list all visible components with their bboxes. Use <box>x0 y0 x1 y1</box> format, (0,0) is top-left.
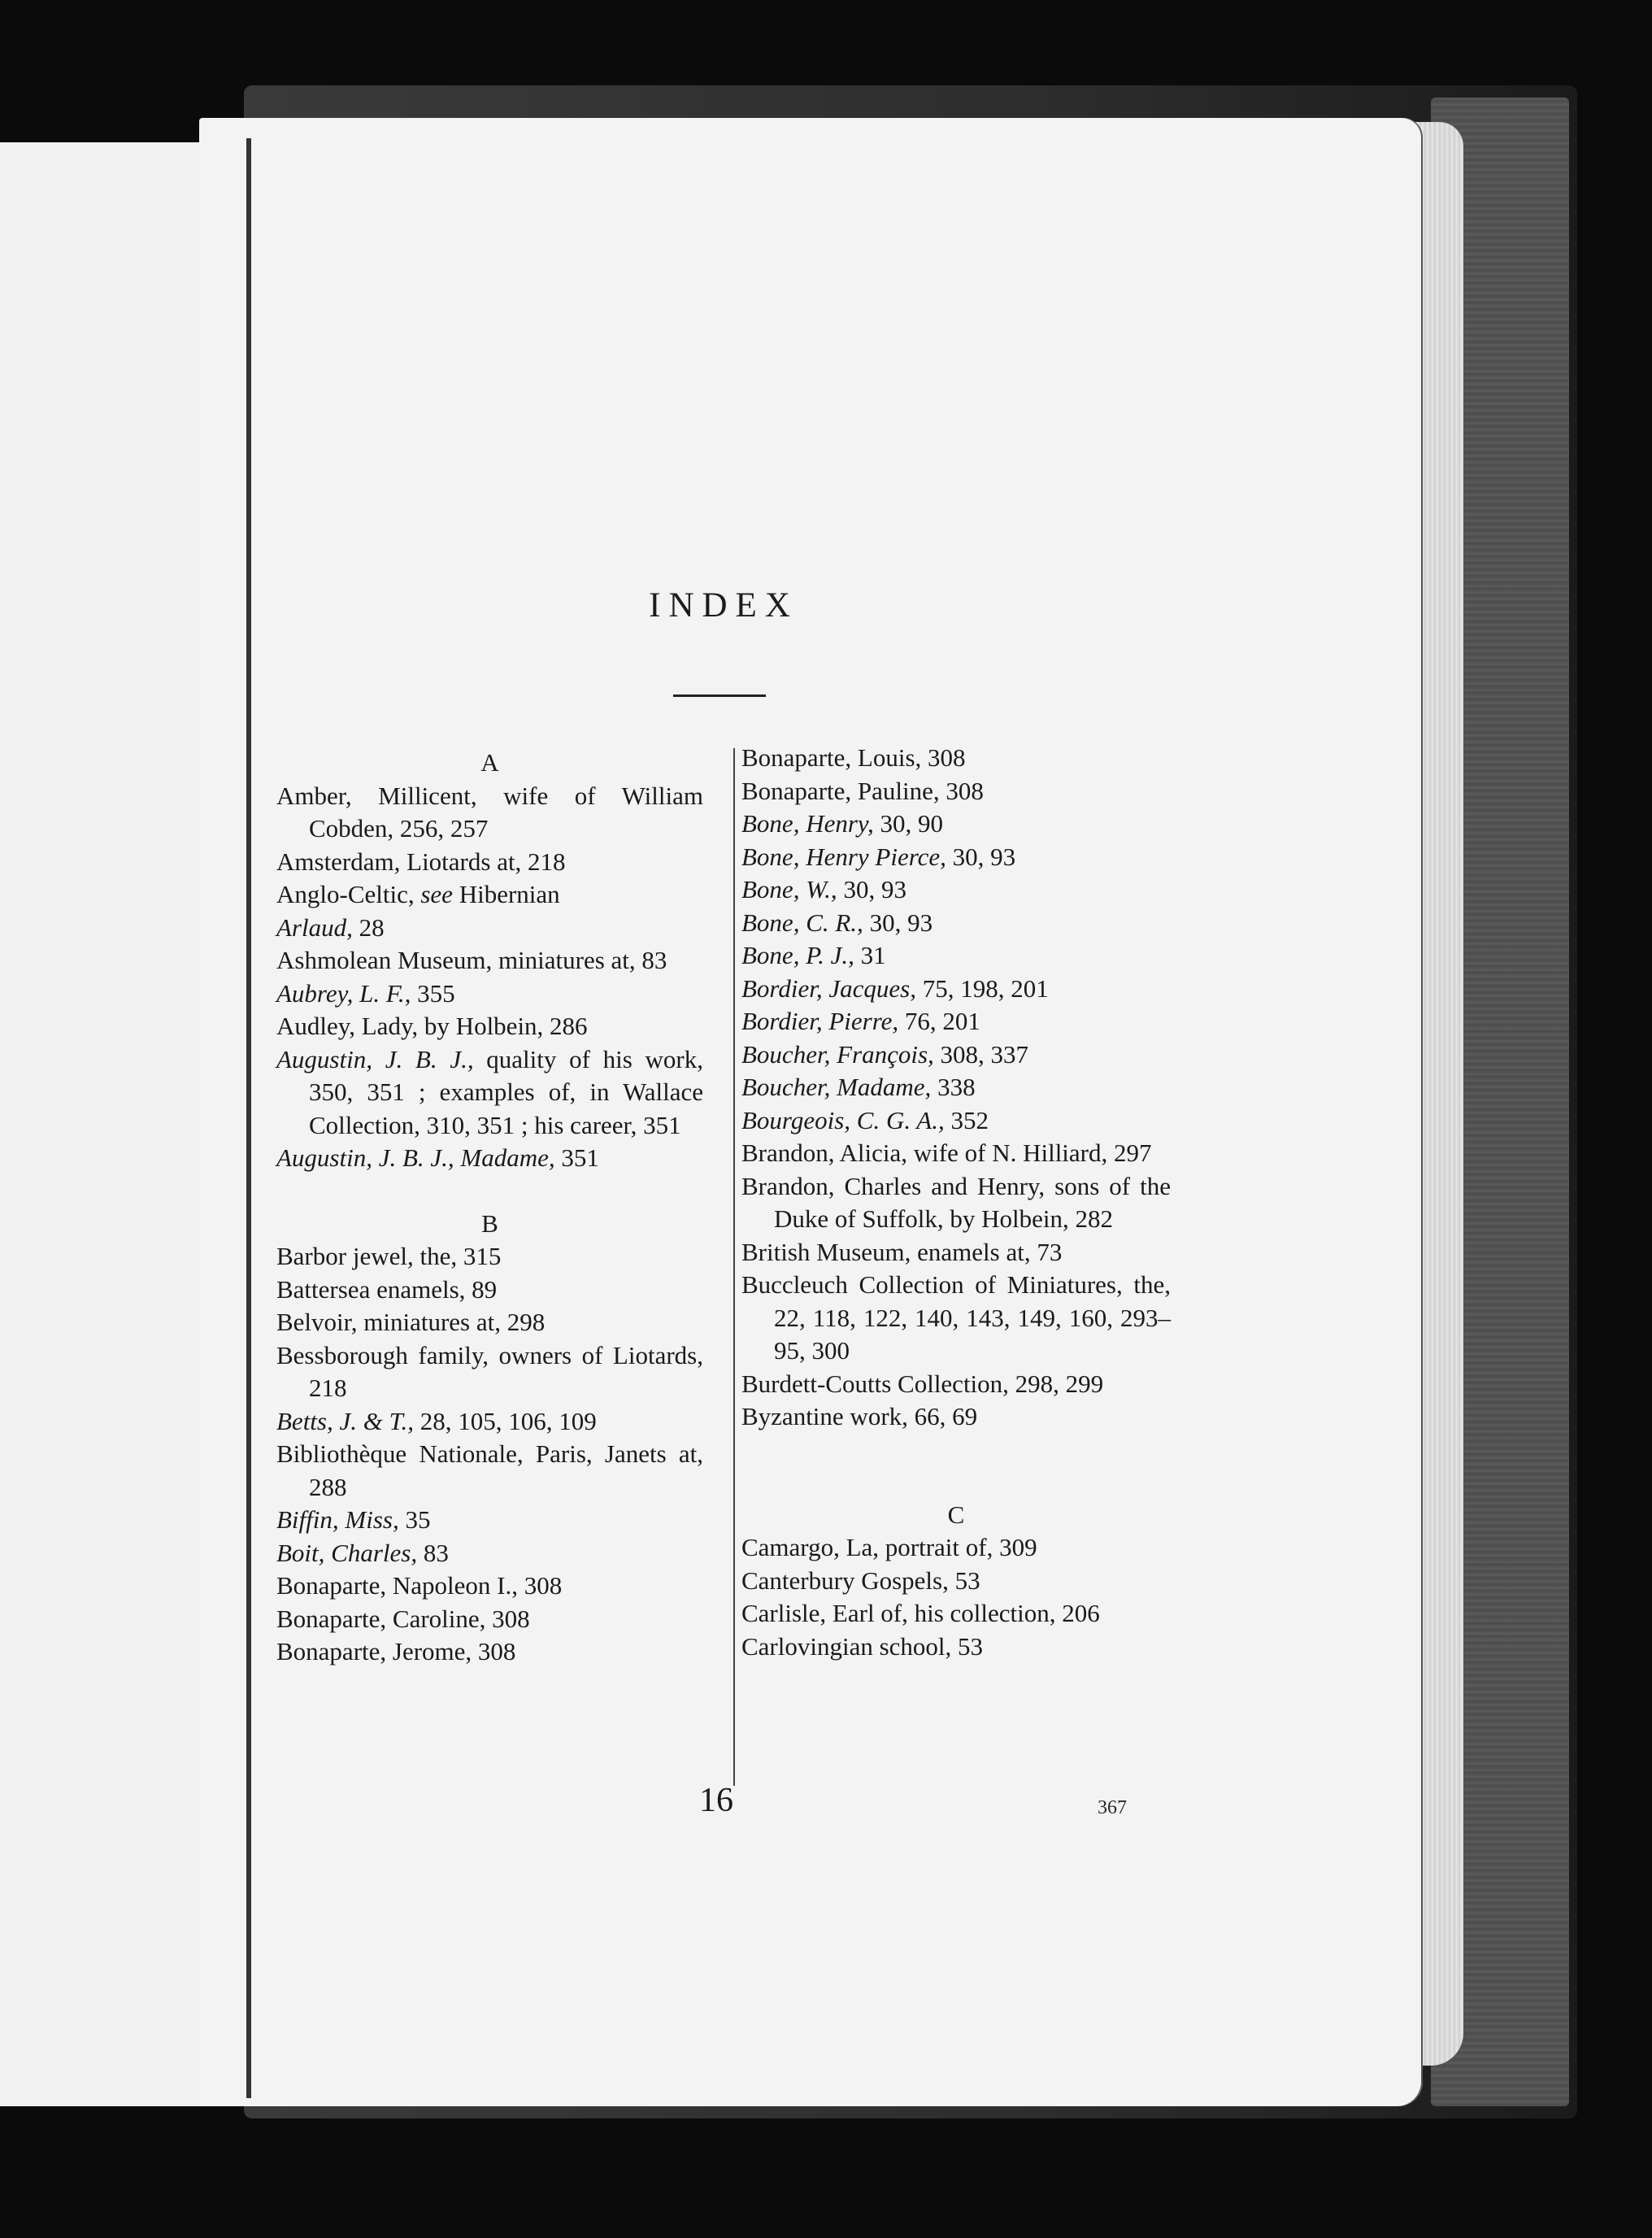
entry-text: 31 <box>854 941 886 969</box>
index-entry <box>276 1537 703 1570</box>
entry-text: 30, 90 <box>873 809 943 838</box>
index-entry <box>741 1631 1171 1664</box>
entry-text: Ashmolean Museum, miniatures at, 83 <box>276 946 667 974</box>
entry-italic-text: Bone, W., <box>741 875 837 903</box>
entry-italic-text: Augustin, J. B. J., <box>276 1044 474 1073</box>
index-entry <box>741 1236 1171 1269</box>
entry-text: Carlovingian school, 53 <box>741 1631 984 1661</box>
index-entry <box>741 1597 1171 1631</box>
page-number: 367 <box>1098 1797 1127 1818</box>
entry-italic-text: Arlaud, <box>276 912 353 942</box>
index-entry <box>741 1137 1171 1170</box>
entry-text: 308, 337 <box>933 1039 1029 1069</box>
entry-text: Bonaparte, Pauline, 308 <box>741 776 984 805</box>
entry-text: Buccleuch Collection of Miniatures, the, 22, 118, 122, 140, 143, 149, 160, 293–95, 300 <box>741 1270 1171 1365</box>
entry-text: 83 <box>417 1538 449 1567</box>
page-title: INDEX <box>649 586 798 625</box>
index-entry <box>741 1565 1171 1598</box>
index-entry <box>741 841 1171 874</box>
entry-italic-text: Bordier, Jacques, <box>741 973 916 1003</box>
entry-text: Anglo-Celtic, <box>276 880 421 908</box>
index-entry <box>276 1635 703 1669</box>
index-entry <box>741 1368 1171 1401</box>
entry-text: 30, 93 <box>946 842 1016 871</box>
index-entry <box>276 780 703 846</box>
entry-text: 28, 105, 106, 109 <box>414 1406 597 1435</box>
entry-text: Audley, Lady, by Holbein, 286 <box>276 1012 588 1040</box>
title-rule <box>673 694 766 697</box>
index-entry <box>276 1504 703 1537</box>
signature-mark: 16 <box>699 1782 733 1819</box>
entry-text: Byzantine work, 66, 69 <box>741 1402 978 1430</box>
section-letter: B <box>481 1208 498 1238</box>
entry-text: quality of his work, 350, 351 ; examples of, in Wallace Collection, 310, 351 ; his career, 351 <box>309 1044 703 1139</box>
entry-text: 28 <box>352 912 385 942</box>
index-entry <box>276 1274 703 1307</box>
index-entry <box>276 846 703 879</box>
index-entry <box>741 873 1171 907</box>
entry-italic-text: Augustin, J. B. J., Madame, <box>276 1143 555 1172</box>
index-entry <box>276 1142 703 1175</box>
gutter-line <box>246 138 251 2098</box>
entry-text: Canterbury Gospels, 53 <box>741 1565 980 1595</box>
entry-text: Barbor jewel, the, 315 <box>276 1242 502 1270</box>
index-column-right <box>741 742 1171 1663</box>
entry-italic-text: Biffin, Miss, <box>276 1505 399 1534</box>
index-entry <box>741 939 1171 973</box>
section-letter: A <box>480 748 499 777</box>
index-entry <box>276 1240 703 1274</box>
entry-text: Bessborough family, owners of Liotards, 218 <box>276 1340 703 1402</box>
index-entry <box>741 1071 1171 1104</box>
entry-text: Amber, Millicent, wife of William Cobden, 256, 257 <box>276 781 703 843</box>
index-entry <box>276 1339 703 1405</box>
index-entry <box>276 878 703 912</box>
entry-text: 351 <box>554 1143 599 1172</box>
entry-text: Bibliothèque Nationale, Paris, Janets at, 288 <box>276 1439 703 1501</box>
entry-italic-text: Bone, P. J., <box>741 941 854 969</box>
index-entry <box>741 1531 1171 1565</box>
index-entry <box>276 944 703 977</box>
index-entry <box>276 1603 703 1636</box>
entry-text: Brandon, Charles and Henry, sons of the Duke of Suffolk, by Holbein, 282 <box>741 1171 1171 1233</box>
section-spacer <box>741 1466 1171 1499</box>
index-entry <box>741 742 1171 775</box>
entry-text: 338 <box>931 1073 976 1101</box>
index-entry <box>276 1405 703 1439</box>
index-entry <box>741 1038 1171 1072</box>
entry-text: 30, 93 <box>837 875 906 903</box>
index-entry <box>741 775 1171 808</box>
section-spacer <box>276 1175 703 1208</box>
index-entry <box>276 1306 703 1339</box>
index-column-left <box>276 747 703 1669</box>
index-entry <box>741 1400 1171 1434</box>
entry-text: 35 <box>398 1505 431 1534</box>
entry-text: 30, 93 <box>863 908 933 937</box>
index-entry <box>741 808 1171 841</box>
entry-text: Amsterdam, Liotards at, 218 <box>276 847 566 876</box>
index-entry <box>741 1269 1171 1368</box>
entry-italic-text: see <box>420 880 453 908</box>
entry-text: Camargo, La, portrait of, 309 <box>741 1533 1037 1561</box>
entry-italic-text: Boucher, François, <box>741 1039 934 1069</box>
entry-italic-text: Bourgeois, C. G. A., <box>741 1105 945 1134</box>
index-entry <box>741 973 1171 1006</box>
section-spacer <box>741 1434 1171 1466</box>
index-entry <box>276 1010 703 1043</box>
entry-italic-text: Boit, Charles, <box>276 1538 418 1567</box>
entry-text: Belvoir, miniatures at, 298 <box>276 1308 546 1336</box>
entry-italic-text: Bordier, Pierre, <box>741 1007 899 1035</box>
index-entry <box>276 1043 703 1143</box>
index-entry <box>741 1170 1171 1236</box>
index-entry <box>276 977 703 1011</box>
entry-text: Bonaparte, Louis, 308 <box>741 743 966 772</box>
entry-text: British Museum, enamels at, 73 <box>741 1237 1063 1266</box>
index-entry <box>741 907 1171 940</box>
entry-text: 355 <box>411 978 455 1008</box>
index-entry <box>276 912 703 945</box>
entry-text: Carlisle, Earl of, his collection, 206 <box>741 1599 1100 1627</box>
entry-italic-text: Boucher, Madame, <box>741 1073 932 1101</box>
entry-italic-text: Bone, C. R., <box>741 908 863 937</box>
entry-text: Burdett-Coutts Collection, 298, 299 <box>741 1369 1104 1398</box>
entry-italic-text: Aubrey, L. F., <box>276 978 411 1008</box>
column-divider <box>733 748 735 1786</box>
entry-text: 75, 198, 201 <box>915 973 1049 1003</box>
entry-text: Brandon, Alicia, wife of N. Hilliard, 297 <box>741 1139 1152 1167</box>
entry-text: Hibernian <box>452 880 560 908</box>
entry-text: 76, 201 <box>898 1007 980 1035</box>
entry-italic-text: Bone, Henry Pierce, <box>741 842 946 871</box>
entry-text: 352 <box>944 1105 989 1134</box>
index-entry <box>276 1438 703 1504</box>
entry-italic-text: Betts, J. & T., <box>276 1406 415 1435</box>
index-entry <box>741 1005 1171 1038</box>
entry-text: Battersea enamels, 89 <box>276 1274 498 1304</box>
index-entry <box>276 1570 703 1603</box>
index-entry <box>741 1104 1171 1138</box>
entry-italic-text: Bone, Henry, <box>741 809 874 838</box>
entry-text: Bonaparte, Jerome, 308 <box>276 1637 516 1665</box>
entry-text: Bonaparte, Napoleon I., 308 <box>276 1571 563 1600</box>
section-letter: C <box>947 1500 965 1529</box>
entry-text: Bonaparte, Caroline, 308 <box>276 1604 530 1633</box>
